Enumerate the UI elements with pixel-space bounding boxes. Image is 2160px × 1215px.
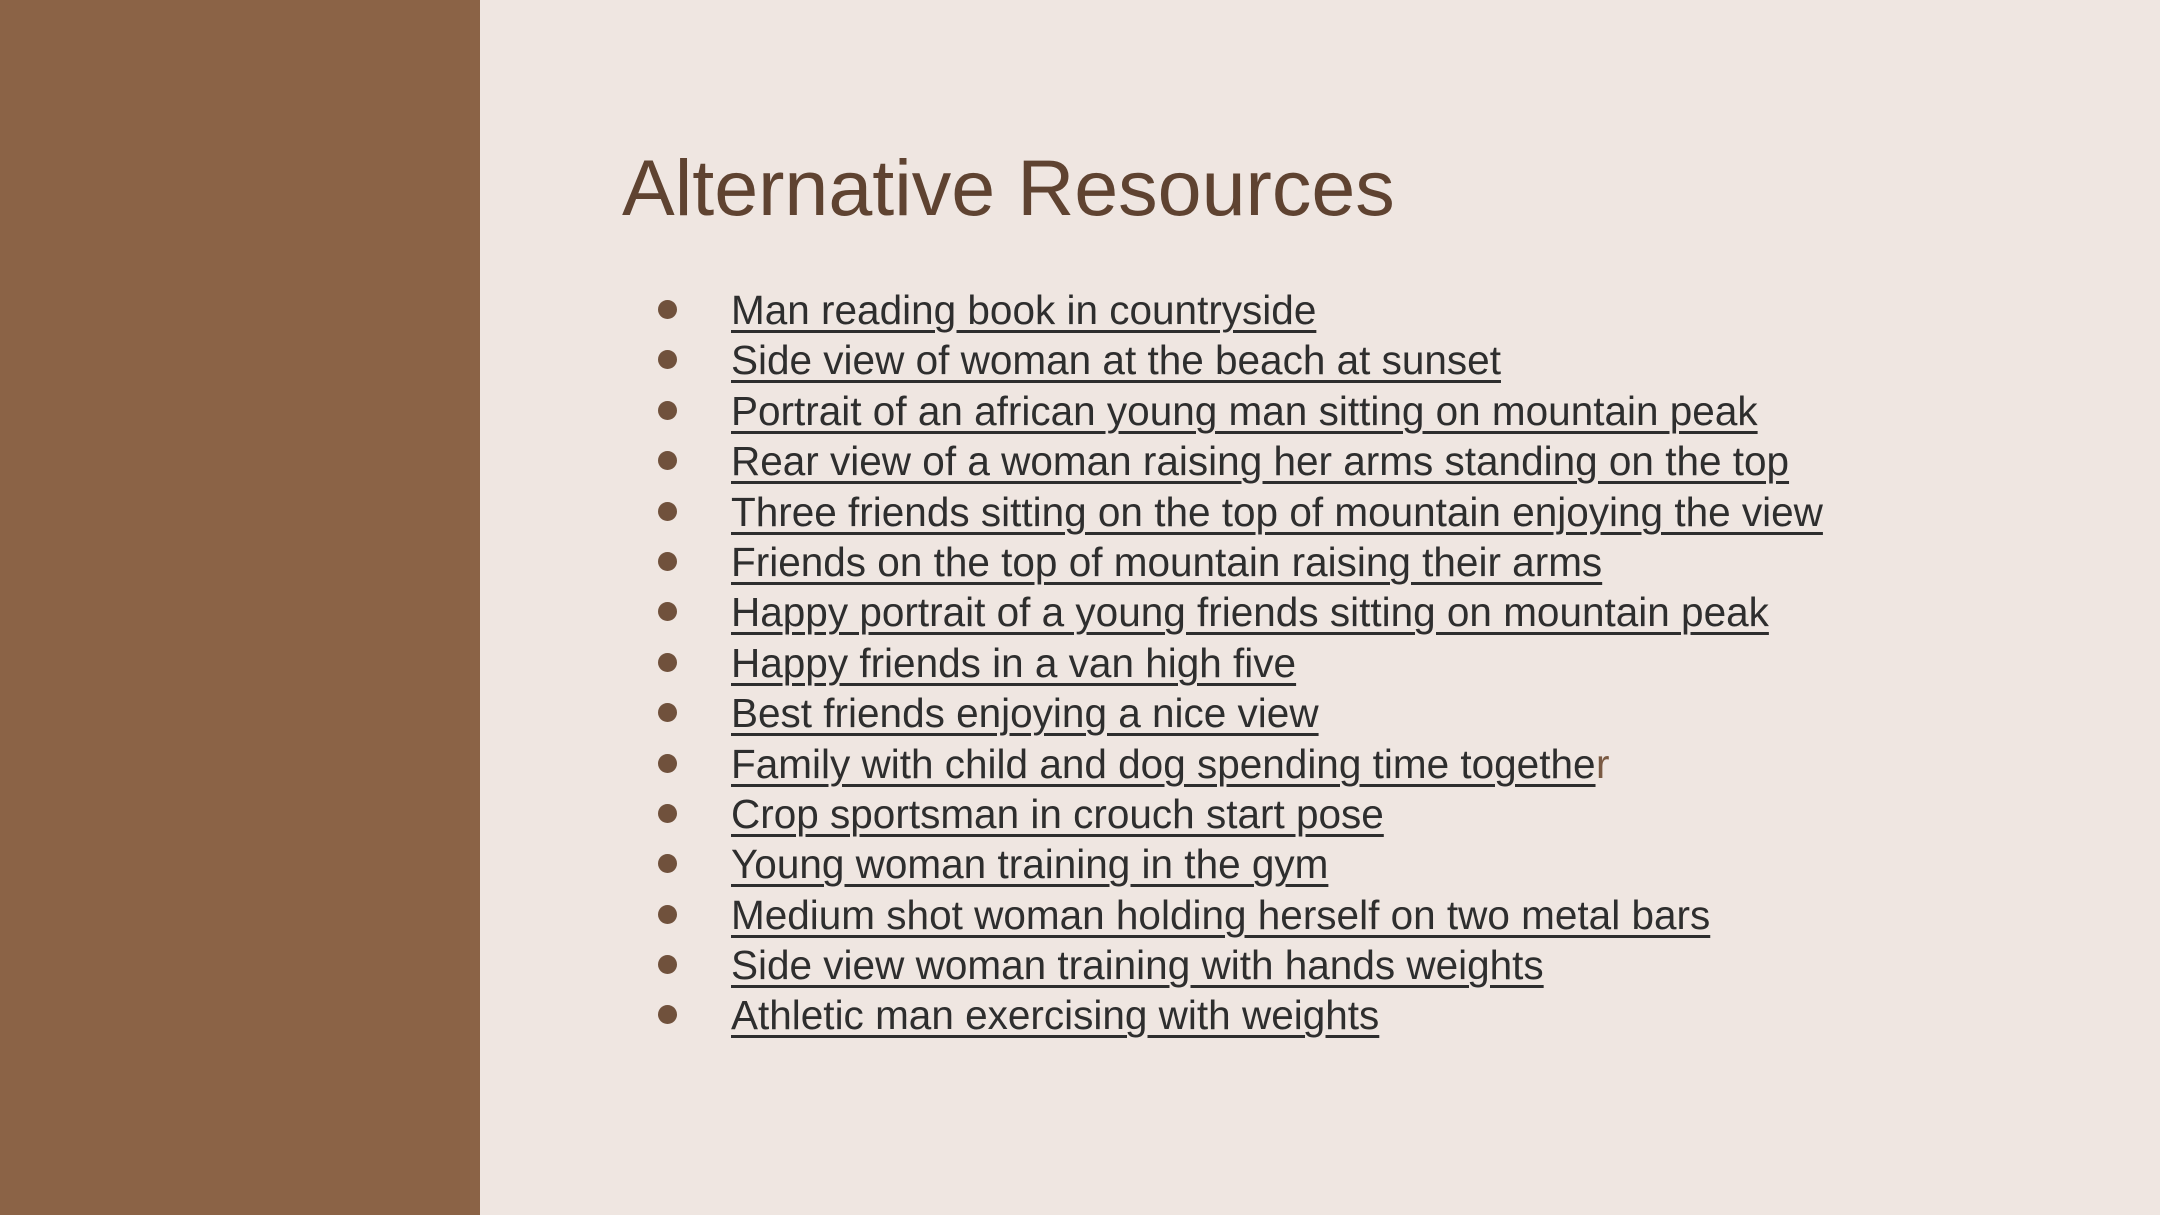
resource-link-suffix: r xyxy=(1596,740,1610,787)
resource-link[interactable]: Family with child and dog spending time togethe xyxy=(731,740,1596,787)
bullet-icon xyxy=(658,754,677,773)
resource-link[interactable]: Rear view of a woman raising her arms standing on the top xyxy=(731,438,1790,485)
resource-link[interactable]: Crop sportsman in crouch start pose xyxy=(731,790,1384,837)
resource-link[interactable]: Side view woman training with hands weights xyxy=(731,942,1544,989)
bullet-icon xyxy=(658,350,677,369)
slide-content xyxy=(480,0,2160,1215)
bullet-icon xyxy=(658,854,677,873)
bullet-icon xyxy=(658,955,677,974)
bullet-icon xyxy=(658,602,677,621)
bullet-icon xyxy=(658,804,677,823)
bullet-icon xyxy=(658,401,677,420)
bullet-icon xyxy=(658,1005,677,1024)
bullet-icon xyxy=(658,552,677,571)
bullet-icon xyxy=(658,653,677,672)
resource-link[interactable]: Portrait of an african young man sitting on mountain peak xyxy=(731,387,1758,434)
resource-link[interactable]: Happy portrait of a young friends sitting on mountain peak xyxy=(731,589,1769,636)
bullet-icon xyxy=(658,703,677,722)
bullet-icon xyxy=(658,502,677,521)
resource-link[interactable]: Man reading book in countryside xyxy=(731,287,1317,333)
resource-link[interactable]: Three friends sitting on the top of mountain enjoying the view xyxy=(731,488,1823,535)
resource-link[interactable]: Happy friends in a van high five xyxy=(731,639,1297,686)
bullet-icon xyxy=(658,905,677,924)
resource-link[interactable]: Friends on the top of mountain raising their arms xyxy=(731,538,1603,585)
side-panel xyxy=(0,0,480,1215)
slide-title: Alternative Resources xyxy=(622,143,1395,232)
bullet-icon xyxy=(658,451,677,470)
resource-link[interactable]: Young woman training in the gym xyxy=(731,841,1329,888)
resource-link[interactable]: Athletic man exercising with weights xyxy=(731,992,1380,1039)
bullet-icon xyxy=(658,300,677,319)
resource-link[interactable]: Best friends enjoying a nice view xyxy=(731,690,1319,737)
resource-link[interactable]: Side view of woman at the beach at sunset xyxy=(731,337,1501,384)
resource-link[interactable]: Medium shot woman holding herself on two metal bars xyxy=(731,891,1711,938)
